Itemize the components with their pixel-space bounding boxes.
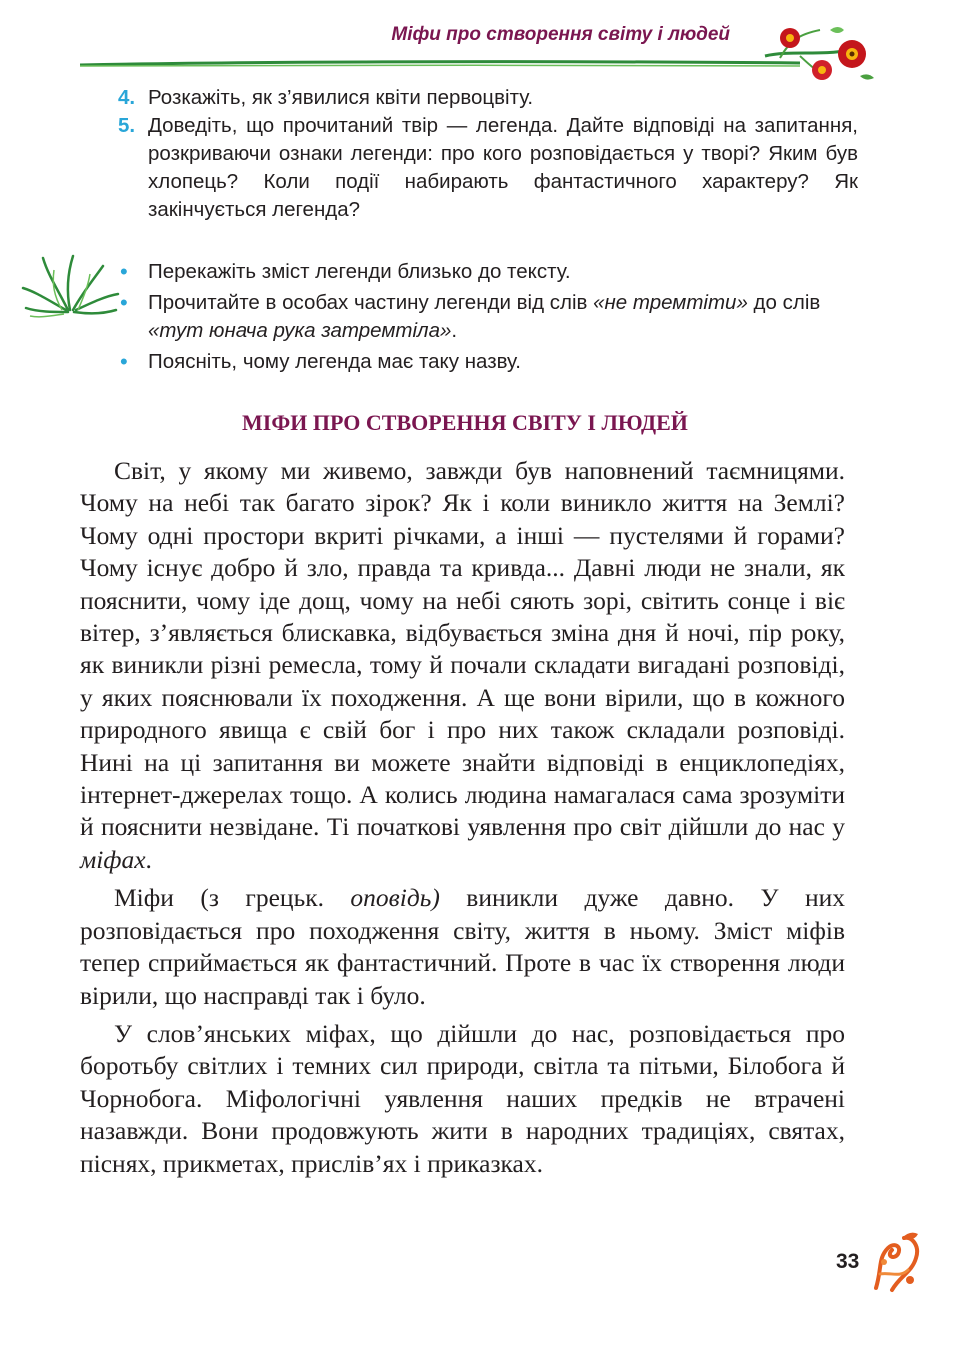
task-text bbox=[148, 289, 860, 345]
task-text-part: . bbox=[451, 319, 458, 342]
quote-start: «не тремтіти» bbox=[593, 291, 748, 314]
paragraph bbox=[80, 882, 845, 1012]
page-number: 33 bbox=[836, 1250, 860, 1273]
grass-tuft-icon bbox=[18, 250, 123, 320]
running-title: Міфи про створення світу і людей bbox=[391, 24, 730, 45]
paragraph-text: Міфи (з грецьк. bbox=[114, 883, 351, 913]
header-stem-rule bbox=[80, 59, 800, 71]
bullet-icon: • bbox=[120, 290, 128, 315]
quote-end: «тут юнача рука затремтіла» bbox=[148, 319, 452, 342]
floral-ornament-icon bbox=[872, 1228, 924, 1294]
task-text: Поясніть, чому легенда має таку назву. bbox=[148, 350, 521, 373]
question-item bbox=[118, 112, 858, 224]
questions-list bbox=[118, 84, 858, 224]
question-number: 5. bbox=[118, 114, 136, 137]
bullet-icon: • bbox=[120, 349, 128, 374]
question-number: 4. bbox=[118, 86, 136, 109]
task-item bbox=[120, 348, 860, 376]
section-title: МІФИ ПРО СТВОРЕННЯ СВІТУ І ЛЮДЕЙ bbox=[242, 410, 688, 435]
paragraph-text: . bbox=[145, 844, 152, 874]
question-text: Розкажіть, як з’явилися квіти первоцвіту. bbox=[148, 86, 534, 109]
task-text-part: Прочитайте в особах частину легенди від слів bbox=[148, 291, 594, 314]
paragraph: У слов’янських міфах, що дійшли до нас, розповідається про боротьбу світлих і темних сил природи, світла та пітьми, Білобога й Чорнобога. Міфологічні уявлення наших предків не втрачені назавжди. Вони продовжують жити в народних традиціях, святах, піснях, прикметах, прислів’ях і приказках. bbox=[80, 1018, 845, 1178]
paragraph bbox=[80, 455, 845, 876]
task-text: Перекажіть зміст легенди близько до тексту. bbox=[148, 260, 571, 283]
task-item bbox=[120, 258, 860, 286]
question-text: Доведіть, що прочитаний твір — легенда. Дайте відповіді на запитання, розкриваючи ознаки легенди: про кого розповідається у творі? Яким був хлопець? Коли події набирають фантастичного характеру? Як закінчується легенда? bbox=[148, 114, 858, 221]
emphasis: міфах bbox=[80, 844, 146, 874]
question-item bbox=[118, 84, 858, 112]
paragraph-text: Світ, у якому ми живемо, завжди був наповнений таємницями. Чому на небі так багато зірок? Як і коли виникло життя на Землі? Чому одні простори вкриті річками, а інші — пустелями й горами? Чому існує добро й зло, правда та кривда... Давні люди не знали, як пояснити, чому іде дощ, чому на небі сяють зорі, світить сонце і віє вітер, з’являється блискавка, відбувається зміна дня й ночі, пір року, як виникли різні ремесла, тому й почали складати вигадані розповіді, у яких пояснювали їх походження. А ще вони вірили, що в кожного природного явища є свій бог і про них також складали розповіді. Нині на ці запитання ви можете знайти відповіді в енциклопедіях, інтернет-джерелах тощо. А колись людина намагалася сама зрозуміти й пояснити незвідане. Ті початкові уявлення про світ дійшли до нас у bbox=[80, 456, 845, 842]
paragraph-text: виникли дуже давно. У них розповідається про походження світу, життя в ньому. Зміст міфів тепер сприймається як фантастичний. Проте в час їх створення люди вірили, що насправді так і було. bbox=[80, 883, 846, 1010]
body-text bbox=[80, 455, 845, 1186]
bullet-icon: • bbox=[120, 259, 128, 284]
task-text-part: до слів bbox=[747, 291, 821, 314]
poppy-flowers-icon bbox=[760, 20, 880, 90]
tasks-list bbox=[120, 258, 860, 379]
task-item bbox=[120, 289, 860, 345]
emphasis: оповідь) bbox=[350, 883, 440, 913]
